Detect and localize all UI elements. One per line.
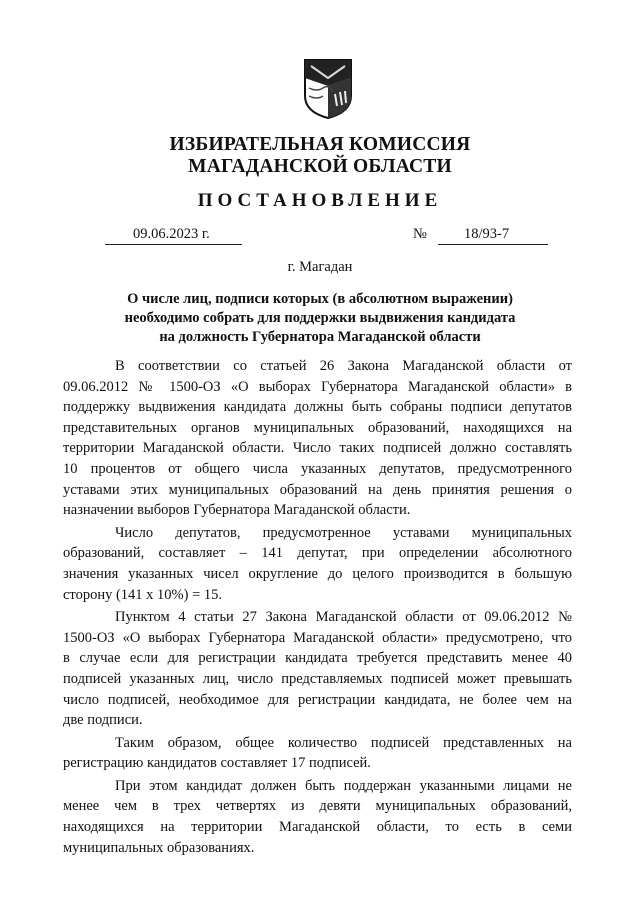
number-sign: №	[413, 226, 427, 242]
paragraph-2	[63, 523, 572, 605]
body-line: находящихся на территории Магаданской области, то есть в семи	[63, 819, 572, 836]
body-line: При этом кандидат должен быть поддержан указанными лицами не	[115, 777, 572, 794]
paragraph-3	[63, 607, 572, 731]
body-line: 1500-ОЗ «О выборах Губернатора Магаданской области» предусмотрено, что	[63, 629, 572, 646]
body-line: Пунктом 4 статьи 27 Закона Магаданской области от 09.06.2012 №	[115, 609, 572, 626]
document-body	[63, 356, 572, 860]
subject-line: необходимо собрать для поддержки выдвижения кандидата	[124, 310, 516, 326]
coat-of-arms-emblem	[303, 58, 353, 120]
document-date: 09.06.2023 г.	[133, 226, 210, 242]
document-number: 18/93-7	[464, 226, 510, 242]
paragraph-5	[63, 776, 572, 858]
body-line: значения указанных чисел округление до целого производится в большую	[63, 565, 572, 582]
body-line: поддержку выдвижения кандидата должны быть собраны подписи депутатов	[63, 399, 572, 416]
document-subject	[0, 290, 640, 347]
body-line: число подписей, необходимое для регистрации кандидата, не более чем на	[63, 691, 572, 708]
paragraph-1	[63, 356, 572, 521]
body-line: подписей указанных лиц, число представляемых подписей может превышать	[63, 670, 572, 687]
body-line: 10 процентов от общего числа указанных депутатов, предусмотренного	[63, 460, 572, 477]
body-line: 09.06.2012 № 1500-ОЗ «О выборах Губернатора Магаданской области» в	[63, 378, 572, 395]
body-line: муниципальных образованиях.	[63, 839, 255, 856]
document-date-field	[105, 226, 242, 245]
body-line: представительных органов муниципальных образований, находящихся на	[63, 419, 572, 436]
body-line: менее чем в трех четвертях из девяти муниципальных образований,	[63, 798, 572, 815]
coat-of-arms-icon	[303, 58, 353, 120]
subject-line: О числе лиц, подписи которых (в абсолютном выражении)	[127, 291, 513, 307]
document-city: г. Магадан	[287, 259, 353, 275]
subject-line: на должность Губернатора Магаданской области	[159, 329, 481, 345]
body-line: назначении выборов Губернатора Магаданской области.	[63, 502, 411, 519]
organization-name-line2: МАГАДАНСКОЙ ОБЛАСТИ	[188, 156, 452, 177]
body-line: регистрацию кандидатов составляет 17 подписей.	[63, 755, 371, 772]
document-type-title: ПОСТАНОВЛЕНИЕ	[197, 190, 443, 211]
body-line: уставами этих муниципальных образований на день принятия решения о	[63, 481, 572, 498]
body-line: В соответствии со статьей 26 Закона Магаданской области от	[115, 358, 572, 374]
body-line: образований, составляет – 141 депутат, при определении абсолютного	[63, 545, 572, 562]
document-number-field	[438, 226, 548, 245]
organization-name-line1: ИЗБИРАТЕЛЬНАЯ КОМИССИЯ	[169, 134, 471, 155]
body-line: в случае если для регистрации кандидата требуется представить менее 40	[63, 650, 572, 667]
body-line: Таким образом, общее количество подписей представленных на	[115, 734, 572, 751]
body-line: две подписи.	[63, 712, 143, 729]
body-line: сторону (141 х 10%) = 15.	[63, 586, 223, 603]
paragraph-4	[63, 733, 572, 774]
body-line: территории Магаданской области. Число таких подписей должно составлять	[63, 440, 572, 457]
body-line: Число депутатов, предусмотренное уставами муниципальных	[115, 524, 572, 541]
